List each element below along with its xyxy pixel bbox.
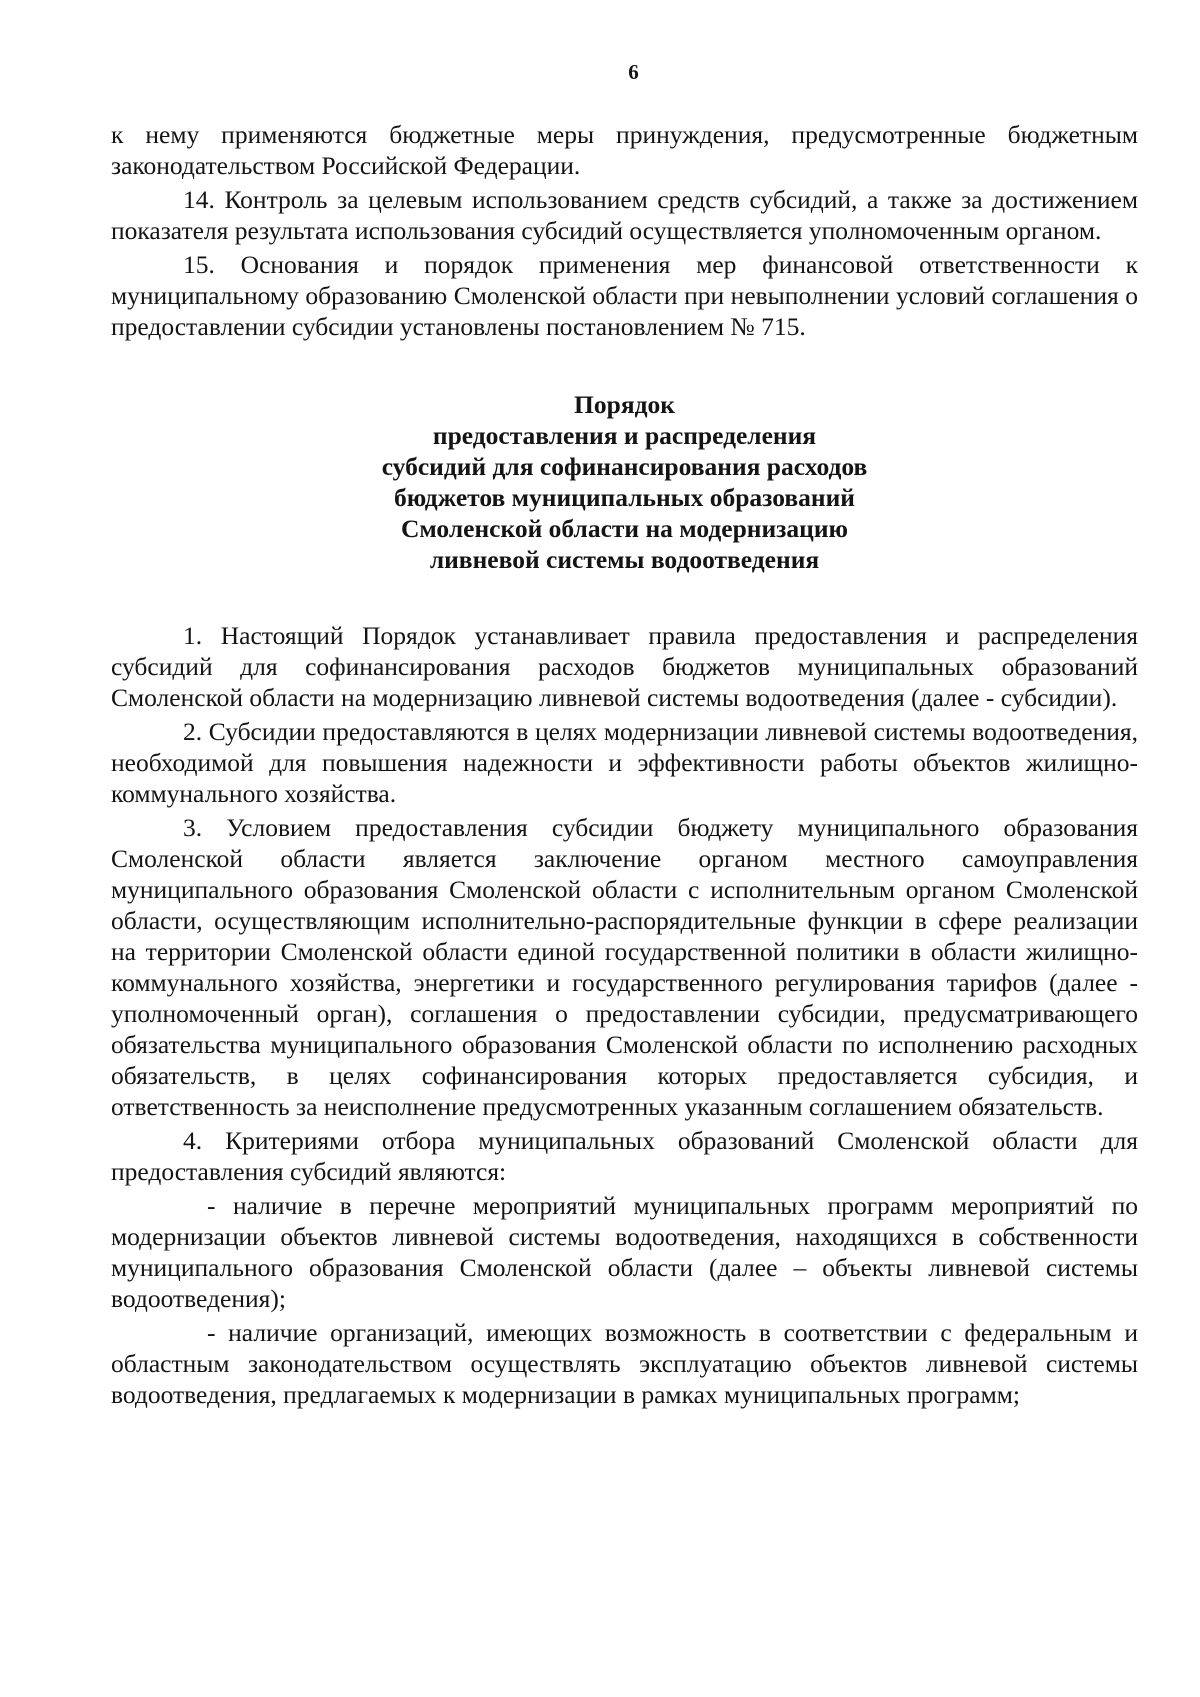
title-line: субсидий для софинансирования расходов [381,452,868,481]
section-title [111,389,1138,575]
paragraph-4-criteria: 4. Критериями отбора муниципальных образований Смоленской области для предоставления субсидий являются: [111,1126,1138,1186]
paragraph-15-grounds: 15. Основания и порядок применения мер финансовой ответственности к муниципальному образованию Смоленской области при невыполнении условий соглашения о предоставлении субсидии установлены постановлением № 715. [111,250,1138,341]
page-number: 6 [628,60,639,84]
paragraph-3-condition: 3. Условием предоставления субсидии бюджету муниципального образования Смоленской области является заключение органом местного самоуправления муниципального образования Смоленской области с исполнительным органом Смоленской области, осуществляющим исполнительно-распорядительные функции в сфере реализации на территории Смоленской области единой государственной политики в области жилищно-коммунального хозяйства, энергетики и государственного регулирования тарифов (далее - уполномоченный орган), соглашения о предоставлении субсидии, предусматривающего обязательства муниципального образования Смоленской области по исполнению расходных обязательств, в целях софинансирования которых предоставляется субсидия, и ответственность за неисполнение предусмотренных указанным соглашением обязательств. [111,813,1138,1121]
criteria-item-program-measures: - наличие в перечне мероприятий муниципальных программ мероприятий по модернизации объектов ливневой системы водоотведения, находящихся в собственности муниципального образования Смоленской области (далее – объекты ливневой системы водоотведения); [111,1191,1138,1313]
criteria-item-operators: - наличие организаций, имеющих возможность в соответствии с федеральным и областным законодательством осуществлять эксплуатацию объектов ливневой системы водоотведения, предлагаемых к модернизации в рамках муниципальных программ; [111,1318,1138,1409]
title-line: Порядок [574,390,675,419]
paragraph-1-scope: 1. Настоящий Порядок устанавливает правила предоставления и распределения субсидий для софинансирования расходов бюджетов муниципальных образований Смоленской области на модернизацию ливневой системы водоотведения (далее - субсидии). [111,621,1138,712]
paragraph-2-purpose: 2. Субсидии предоставляются в целях модернизации ливневой системы водоотведения, необходимой для повышения надежности и эффективности работы объектов жилищно-коммунального хозяйства. [111,717,1138,808]
title-line: предоставления и распределения [432,421,817,450]
title-line: бюджетов муниципальных образований [394,483,855,512]
title-line: Смоленской области на модернизацию [400,514,849,543]
paragraph-14-control: 14. Контроль за целевым использованием средств субсидий, а также за достижением показателя результата использования субсидий осуществляется уполномоченным органом. [111,185,1138,245]
paragraph-budget-coercion: к нему применяются бюджетные меры принуждения, предусмотренные бюджетным законодательством Российской Федерации. [111,120,1138,180]
title-line: ливневой системы водоотведения [429,545,820,574]
